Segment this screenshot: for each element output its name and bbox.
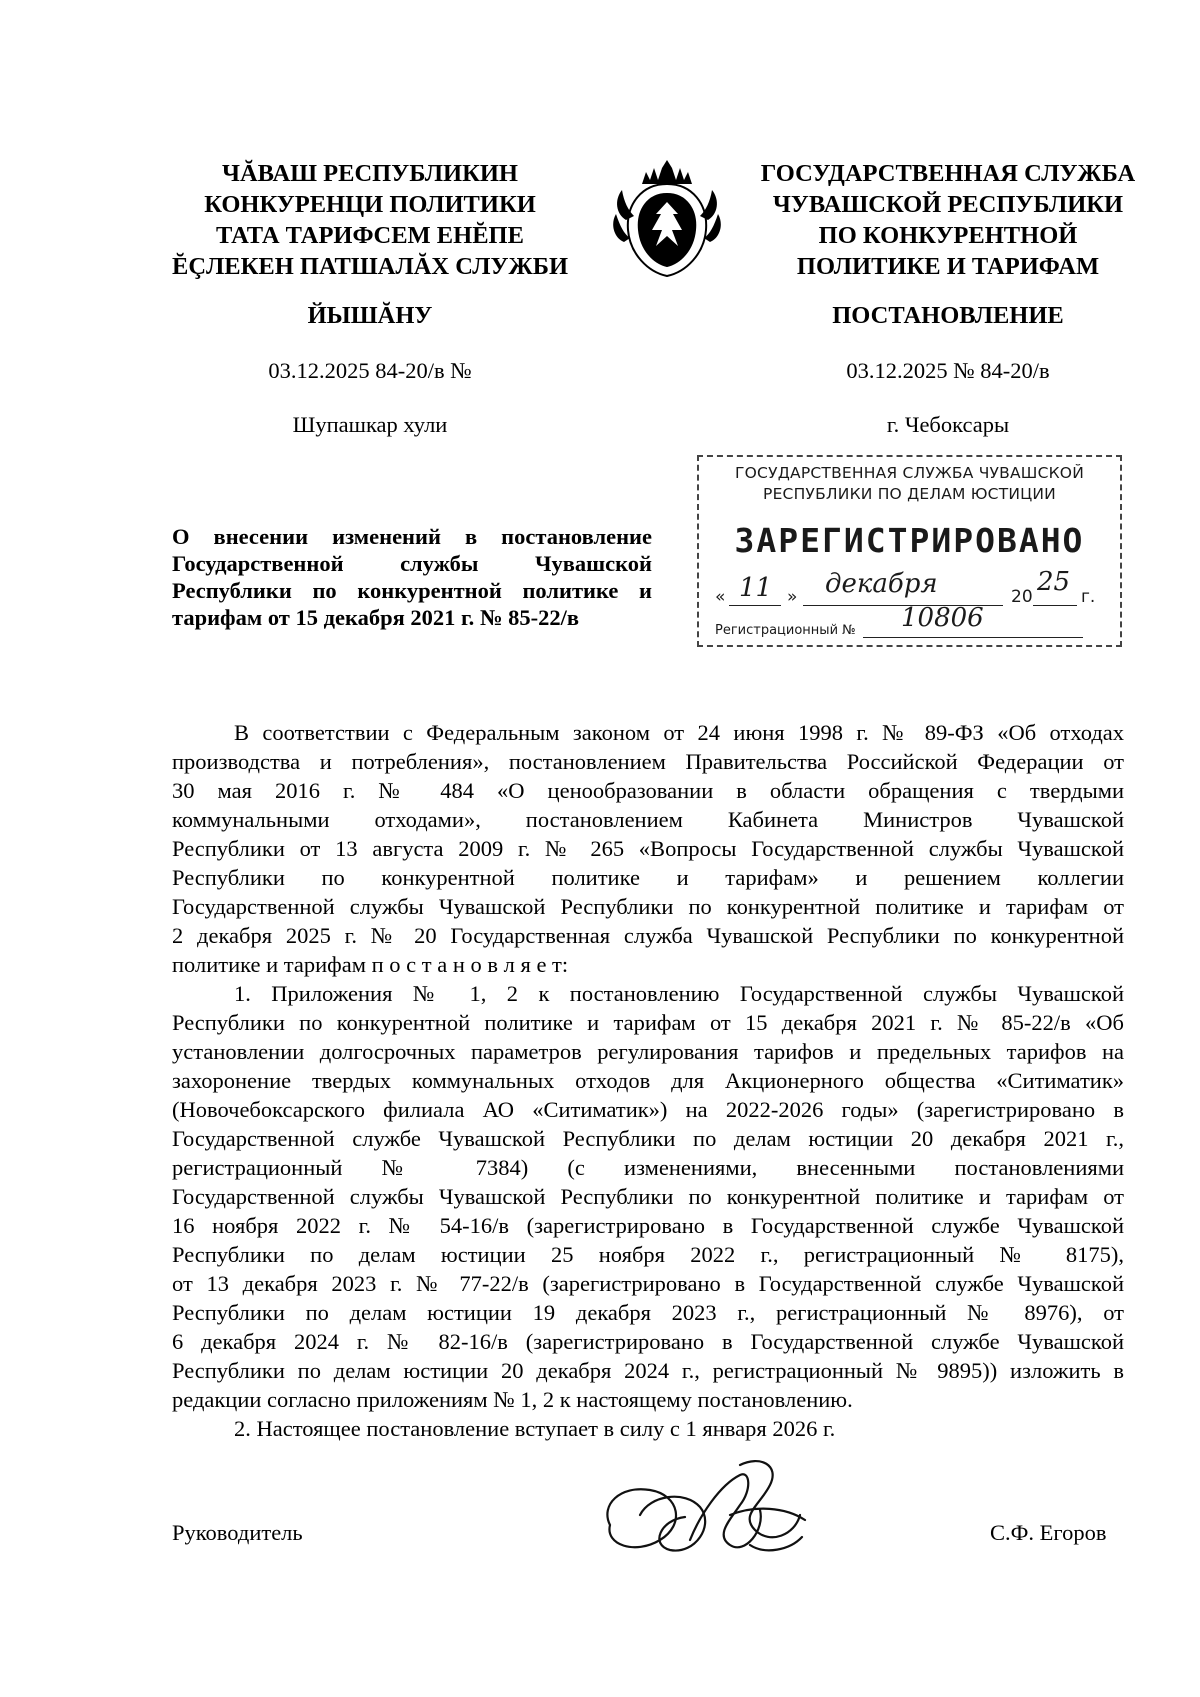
body-line: В соответствии с Федеральным законом от 24 июня 1998 г. № 89-ФЗ «Об отходах: [234, 720, 1124, 745]
header-right-line: ПО КОНКУРЕНТНОЙ: [818, 222, 1078, 249]
signatory-name: С.Ф. Егоров: [990, 1520, 1107, 1545]
body-line: Республики по делам юстиции 25 ноября 2022 г., регистрационный № 8175),: [172, 1242, 1124, 1267]
body-line: 1. Приложения № 1, 2 к постановлению Государственной службы Чувашской: [234, 981, 1124, 1006]
header-right-line: ГОСУДАРСТВЕННАЯ СЛУЖБА: [760, 160, 1136, 187]
stamp-month: декабря: [825, 569, 938, 599]
stamp-reg-line: [715, 603, 1110, 643]
body-line: Республики по конкурентной политике и тарифам от 15 декабря 2021 г. № 85-22/в «Об: [172, 1010, 1124, 1035]
body-line: Государственной службы Чувашской Республики по конкурентной политике и тарифам от: [172, 1184, 1124, 1209]
document-body: [172, 718, 1124, 1443]
body-line: 2. Настоящее постановление вступает в силу с 1 января 2026 г.: [234, 1416, 836, 1441]
header-right-russian: [748, 158, 1148, 282]
subject-line: Государственной службы Чувашской: [172, 551, 652, 576]
stamp-year-suffix: 25: [1037, 567, 1071, 597]
subject-line: Республики по конкурентной политике и: [172, 578, 652, 603]
body-line: Республики по конкурентной политике и тарифам» и решением коллегии: [172, 865, 1124, 890]
document-subject: [172, 523, 652, 631]
registration-stamp: [697, 455, 1122, 647]
body-line: Государственной службы Чувашской Республики по конкурентной политике и тарифам от: [172, 894, 1124, 919]
body-line: производства и потребления», постановлением Правительства Российской Федерации от: [172, 749, 1124, 774]
doc-type-left: ЙЫШĂНУ: [307, 302, 433, 329]
doc-type-right: ПОСТАНОВЛЕНИЕ: [832, 302, 1064, 329]
body-line: 6 декабря 2024 г. № 82-16/в (зарегистрировано в Государственной службе Чувашской: [172, 1329, 1124, 1354]
stamp-reg-label: Регистрационный №: [715, 623, 856, 638]
body-line: 16 ноября 2022 г. № 54-16/в (зарегистрировано в Государственной службе Чувашской: [172, 1213, 1124, 1238]
body-line: (Новочебоксарского филиала АО «Ситиматик») на 2022-2026 годы» (зарегистрировано в: [172, 1097, 1124, 1122]
header-right-line: ЧУВАШСКОЙ РЕСПУБЛИКИ: [772, 191, 1124, 218]
body-line: Республики от 13 августа 2009 г. № 265 «Вопросы Государственной службы Чувашской: [172, 836, 1124, 861]
stamp-year-end: г.: [1081, 587, 1096, 607]
header-left-line: ТАТА ТАРИФСЕМ ЕНĔПЕ: [216, 222, 524, 249]
header-left-line: ĔÇЛЕКЕН ПАТШАЛĂХ СЛУЖБИ: [171, 253, 569, 280]
place-left: Шупашкар хули: [292, 412, 448, 437]
body-line: установлении долгосрочных параметров регулирования тарифов и предельных тарифов на: [172, 1039, 1124, 1064]
body-line: коммунальными отходами», постановлением Кабинета Министров Чувашской: [172, 807, 1124, 832]
stamp-org-line: РЕСПУБЛИКИ ПО ДЕЛАМ ЮСТИЦИИ: [763, 485, 1056, 503]
body-line: Государственной службе Чувашской Республики по делам юстиции 20 декабря 2021 г.,: [172, 1126, 1124, 1151]
stamp-day: 11: [739, 573, 773, 603]
subject-line: О внесении изменений в постановление: [172, 524, 652, 549]
stamp-year-prefix: 20: [1011, 587, 1033, 607]
subject-line: тарифам от 15 декабря 2021 г. № 85-22/в: [172, 605, 580, 630]
stamp-open-quote: «: [715, 587, 726, 607]
body-line: 2 декабря 2025 г. № 20 Государственная служба Чувашской Республики по конкурентной: [172, 923, 1124, 948]
header-left-line: ЧĂВАШ РЕСПУБЛИКИН: [221, 160, 518, 187]
body-line: политике и тарифам п о с т а н о в л я е т:: [172, 952, 569, 977]
body-line: редакции согласно приложениям № 1, 2 к настоящему постановлению.: [172, 1387, 853, 1412]
body-line: от 13 декабря 2023 г. № 77-22/в (зарегистрировано в Государственной службе Чувашской: [172, 1271, 1124, 1296]
stamp-reg-number: 10806: [901, 603, 984, 633]
body-line: 30 мая 2016 г. № 484 «О ценообразовании в области обращения с твердыми: [172, 778, 1124, 803]
signatory-title: Руководитель: [172, 1520, 303, 1545]
stamp-close-quote: »: [787, 587, 798, 607]
stamp-org-line: ГОСУДАРСТВЕННАЯ СЛУЖБА ЧУВАШСКОЙ: [735, 464, 1084, 482]
header-left-chuvash: [170, 158, 570, 282]
body-line: захоронение твердых коммунальных отходов для Акционерного общества «Ситиматик»: [172, 1068, 1124, 1093]
body-line: Республики по делам юстиции 19 декабря 2023 г., регистрационный № 8976), от: [172, 1300, 1124, 1325]
body-line: Республики по делам юстиции 20 декабря 2024 г., регистрационный № 9895)) изложить в: [172, 1358, 1124, 1383]
date-number-left: 03.12.2025 84-20/в №: [268, 358, 472, 383]
body-line: регистрационный № 7384) (с изменениями, внесенными постановлениями: [172, 1155, 1124, 1180]
header-right-line: ПОЛИТИКЕ И ТАРИФАМ: [796, 253, 1100, 280]
handwritten-signature-icon: [590, 1445, 820, 1575]
stamp-status: ЗАРЕГИСТРИРОВАНО: [734, 521, 1085, 560]
place-right: г. Чебоксары: [886, 412, 1010, 437]
date-number-right: 03.12.2025 № 84-20/в: [846, 358, 1050, 383]
header-left-line: КОНКУРЕНЦИ ПОЛИТИКИ: [204, 191, 536, 218]
chuvash-emblem-icon: [612, 150, 722, 280]
stamp-org: [699, 463, 1120, 505]
